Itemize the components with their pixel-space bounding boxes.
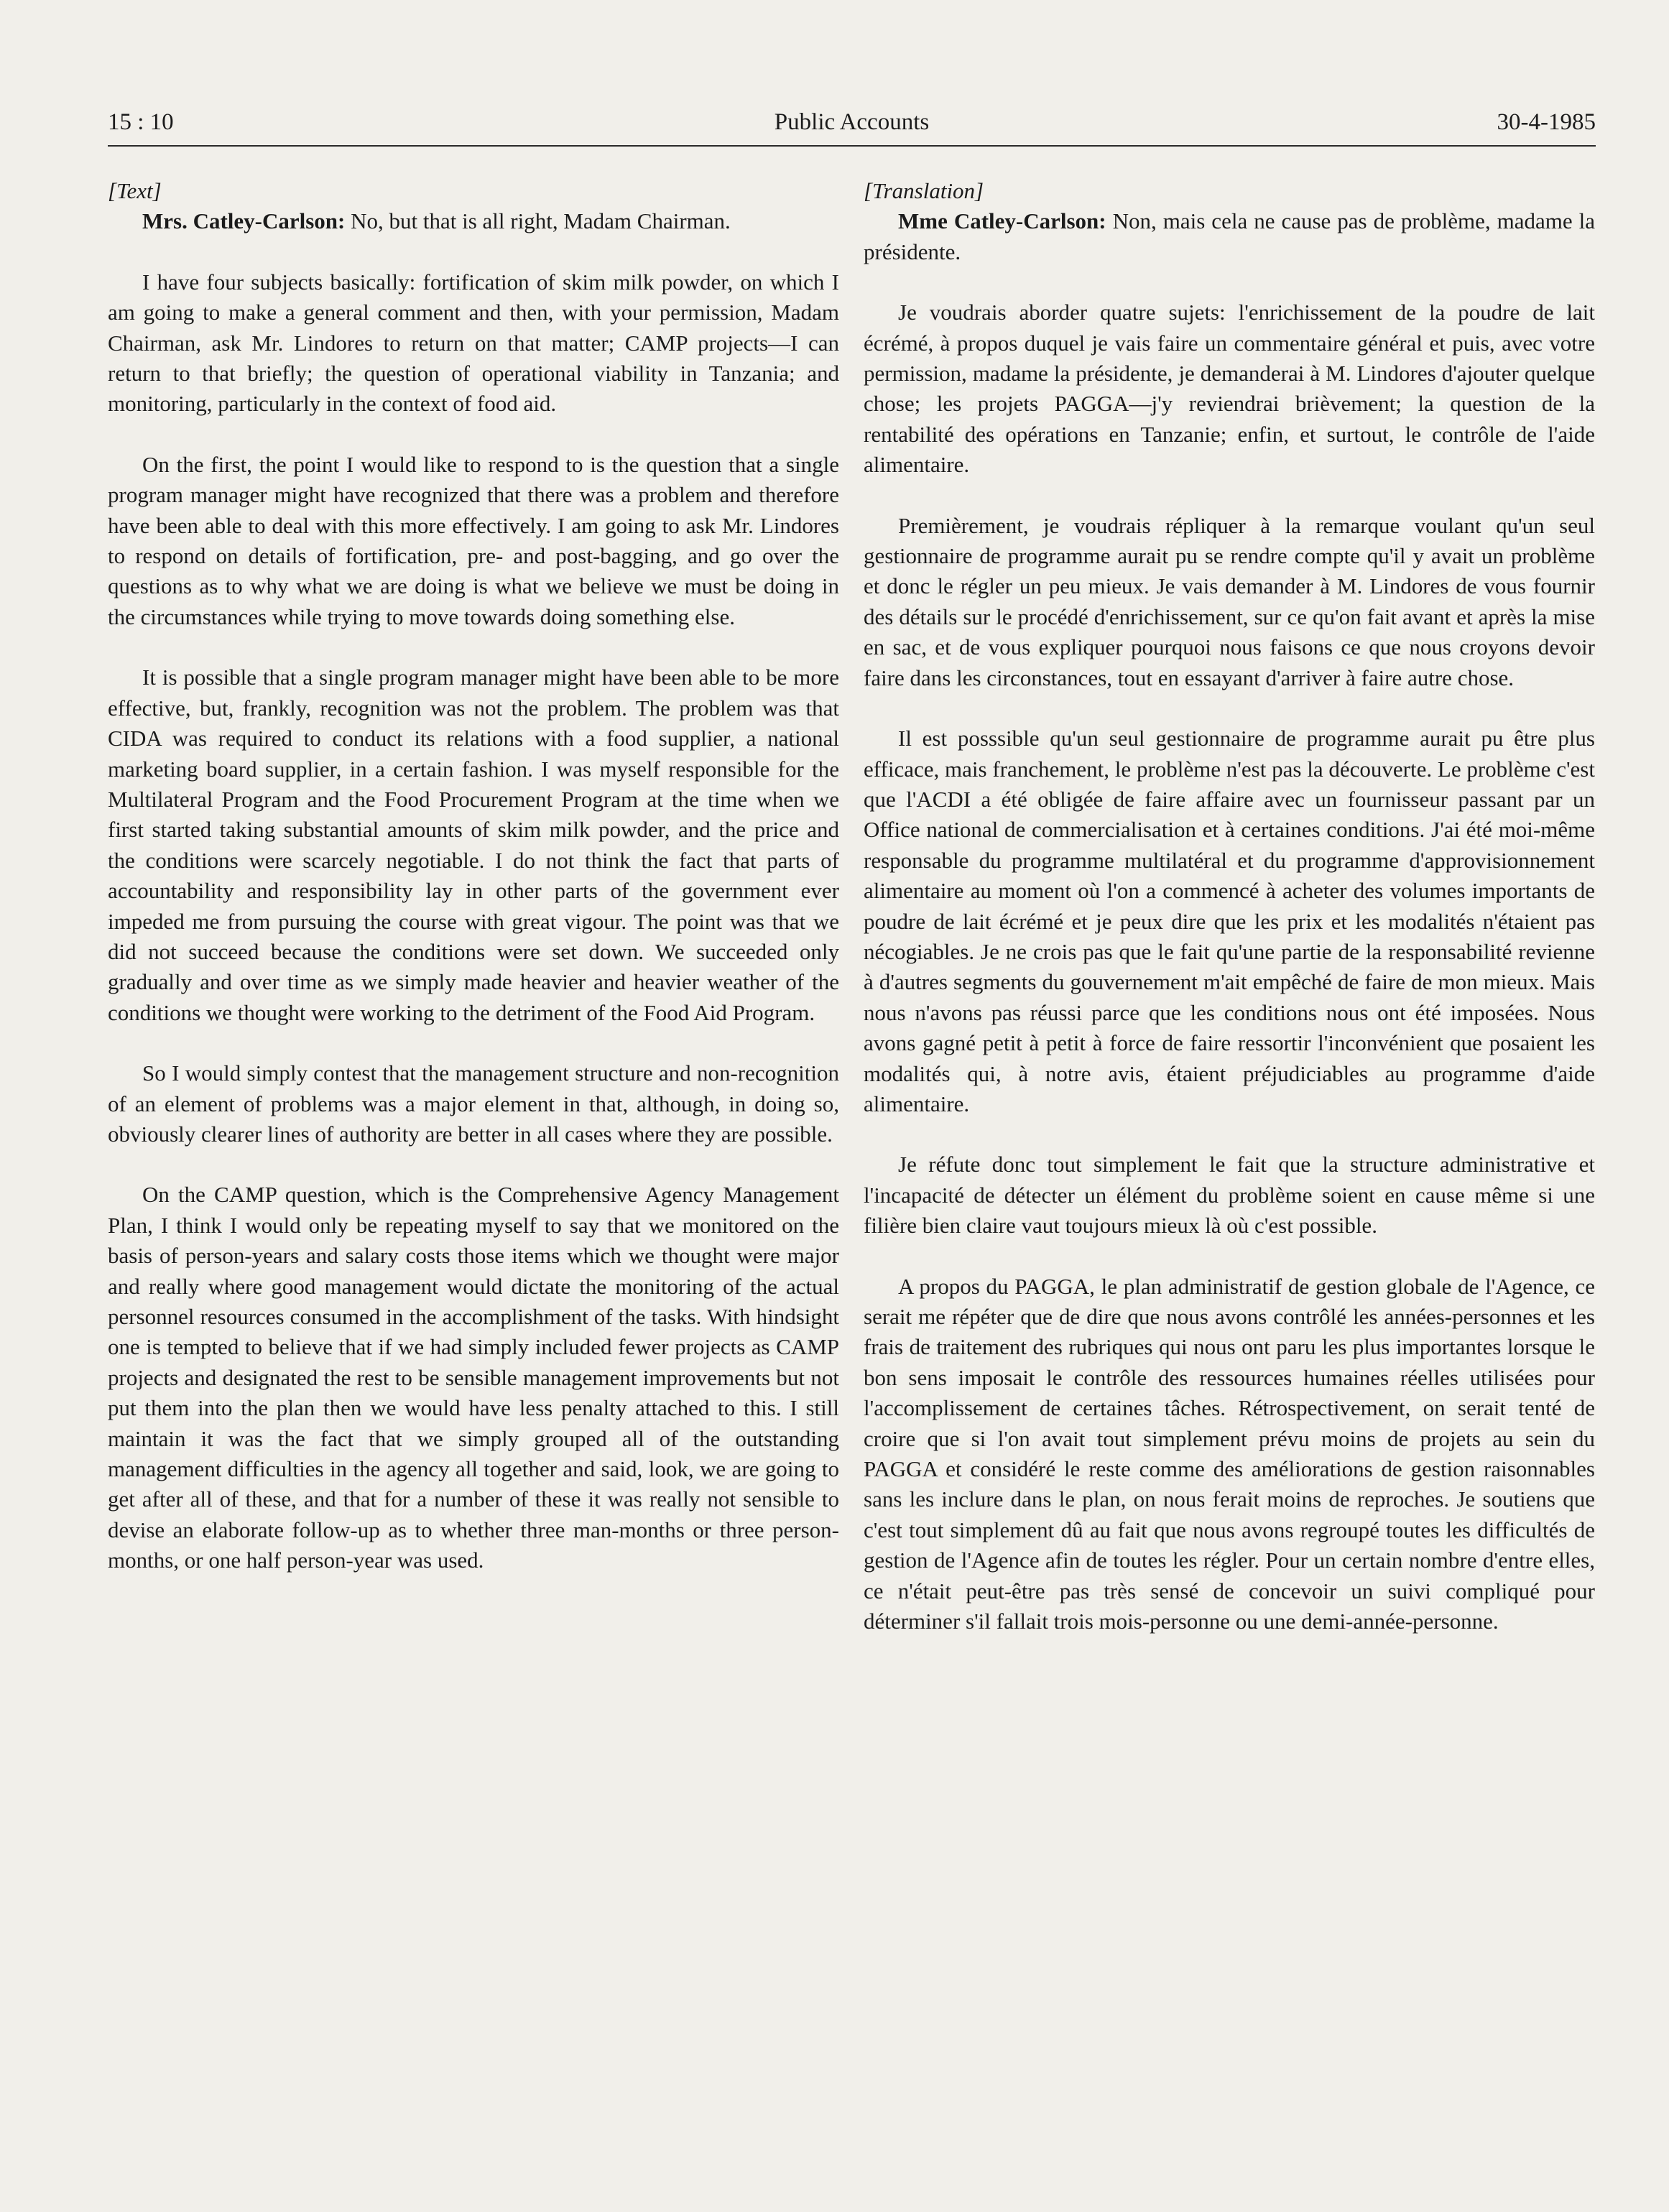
- paragraph: I have four subjects basically: fortification of skim milk powder, on which I am going to make a general comment and then, with your permission, Madam Chairman, ask Mr. Lindores to return on that matter; CAMP projects—I can return to that briefly; the question of operational viability in Tanzania; and monitoring, particularly in the context of food aid.: [108, 269, 839, 417]
- paragraph: On the CAMP question, which is the Comprehensive Agency Management Plan, I think I would only be repeating myself to say that we monitored on the basis of person-years and salary costs those items which we thought were major and really where good management would dictate the monitoring of the actual personnel resources consumed in the accomplishment of the tasks. With hindsight one is tempted to believe that if we had simply included fewer projects as CAMP projects and designated the rest to be sensible management improvements but not put them into the plan then we would have less penalty attached to this. I still maintain it was the fact that we simply grouped all of the outstanding management difficulties in the agency all together and said, look, we are going to get after all of these, and that for a number of these it was really not sensible to devise an elaborate follow-up as to whether three man-months or three person-months, or one half person-year was used.: [108, 1182, 839, 1573]
- speaker-name: Mrs. Catley-Carlson:: [142, 208, 346, 234]
- paragraph: Premièrement, je voudrais répliquer à la remarque voulant qu'un seul gestionnaire de programme aurait pu se rendre compte qu'il y avait un problème et donc le régler un peu mieux. Je vais demander à M. Lindores de vous fournir des détails sur le procédé d'enrichissement, sur ce qu'on fait avant et après la mise en sac, et de vous expliquer pourquoi nous faisons ce que nous croyons devoir faire dans les circonstances, tout en essayant d'arriver à faire autre chose.: [864, 512, 1595, 690]
- french-column: [864, 176, 1595, 1637]
- paragraph: On the first, the point I would like to respond to is the question that a single program manager might have recognized that there was a problem and therefore have been able to deal with this more effectively. I am going to ask Mr. Lindores to respond on details of fortification, pre- and post-bagging, and go over the questions as to why what we are doing is what we believe we must be doing in the circumstances while trying to move towards doing something else.: [108, 451, 839, 629]
- paragraph-text: Non, mais cela ne cause pas de problème, madame la présidente.: [864, 208, 1596, 264]
- speaker-paragraph: [864, 206, 1595, 267]
- paragraph: Je réfute donc tout simplement le fait que la structure administrative et l'incapacité de détecter un élément du problème soient en cause même si une filière bien claire vaut toujours mieux là où c'est possible.: [864, 1152, 1595, 1239]
- speaker-name: Mme Catley-Carlson:: [898, 208, 1106, 234]
- publication-title: Public Accounts: [774, 109, 930, 135]
- sitting-date: 30-4-1985: [1497, 109, 1596, 135]
- speaker-paragraph: [108, 206, 839, 236]
- paragraph: It is possible that a single program manager might have been able to be more effective, but, frankly, recognition was not the problem. The problem was that CIDA was required to conduct its relations with a food supplier, a national marketing board supplier, in a certain fashion. I was myself responsible for the Multilateral Program and the Food Procurement Program at the time when we first started taking substantial amounts of skim milk powder, and the price and the conditions were scarcely negotiable. I do not think the fact that parts of accountability and responsibility lay in other parts of the government ever impeded me from pursuing the course with great vigour. The point was that we did not succeed because the conditions were set down. We succeeded only gradually and over time as we simply made heavier and heavier weather of the conditions we thought were working to the detriment of the Food Aid Program.: [108, 665, 839, 1025]
- paragraph: Je voudrais aborder quatre sujets: l'enrichissement de la poudre de lait écrémé, à propos duquel je vais faire un commentaire général et puis, avec votre permission, madame la présidente, je demanderai à M. Lindores d'ajouter quelque chose; les projets PAGGA—j'y reviendrai brièvement; la question de la rentabilité des opérations en Tanzanie; enfin, et surtout, le contrôle de l'aide alimentaire.: [864, 300, 1595, 478]
- paragraph: So I would simply contest that the management structure and non-recognition of an element of problems was a major element in that, although, in doing so, obviously clearer lines of authority are better in all cases where they are possible.: [108, 1060, 839, 1147]
- page-header: [108, 109, 1596, 147]
- translation-tag: [Translation]: [864, 178, 984, 203]
- paragraph: Il est posssible qu'un seul gestionnaire de programme aurait pu être plus efficace, mais franchement, le problème n'est pas la découverte. Le problème c'est que l'ACDI a été obligée de faire affaire avec un fournisseur passant par un Office national de commercialisation et à certaines conditions. J'ai été moi-même responsable du programme multilatéral et du programme d'approvisionnement alimentaire au moment où l'on a commencé à acheter des volumes importants de poudre de lait écrémé et je peux dire que les prix et les modalités n'étaient pas nécogiables. Je ne crois pas que le fait qu'une partie de la responsabilité revienne à d'autres segments du gouvernement m'ait empêché de faire de mon mieux. Mais nous n'avons pas réussi parce que les conditions nous ont été imposées. Nous avons gagné petit à petit à force de faire ressortir l'inconvénient que posaient les modalités qui, à notre avis, étaient préjudiciables au programme d'aide alimentaire.: [864, 726, 1595, 1116]
- english-column: [108, 176, 839, 1576]
- paragraph-text: No, but that is all right, Madam Chairman.: [351, 208, 731, 234]
- text-tag: [Text]: [108, 178, 162, 203]
- page-number: 15 : 10: [108, 109, 174, 135]
- paragraph: A propos du PAGGA, le plan administratif de gestion globale de l'Agence, ce serait me répéter que de dire que nous avons contrôlé les années-personnes et les frais de traitement des rubriques qui nous ont paru les plus importantes lorsque le bon sens imposait le contrôle des ressources humaines réelles utilisées pour l'accomplissement de certaines tâches. Rétrospectivement, on serait tenté de croire que si l'on avait tout simplement prévu moins de projets au sein du PAGGA et considéré le reste comme des améliorations de gestion raisonnables sans les inclure dans le plan, on nous ferait moins de reproches. Je soutiens que c'est tout simplement dû au fait que nous avons regroupé toutes les difficultés de gestion de l'Agence afin de toutes les régler. Pour un certain nombre d'entre elles, ce n'était peut-être pas très sensé de concevoir un suivi compliqué pour déterminer s'il fallait trois mois-personne ou une demi-année-personne.: [864, 1273, 1595, 1634]
